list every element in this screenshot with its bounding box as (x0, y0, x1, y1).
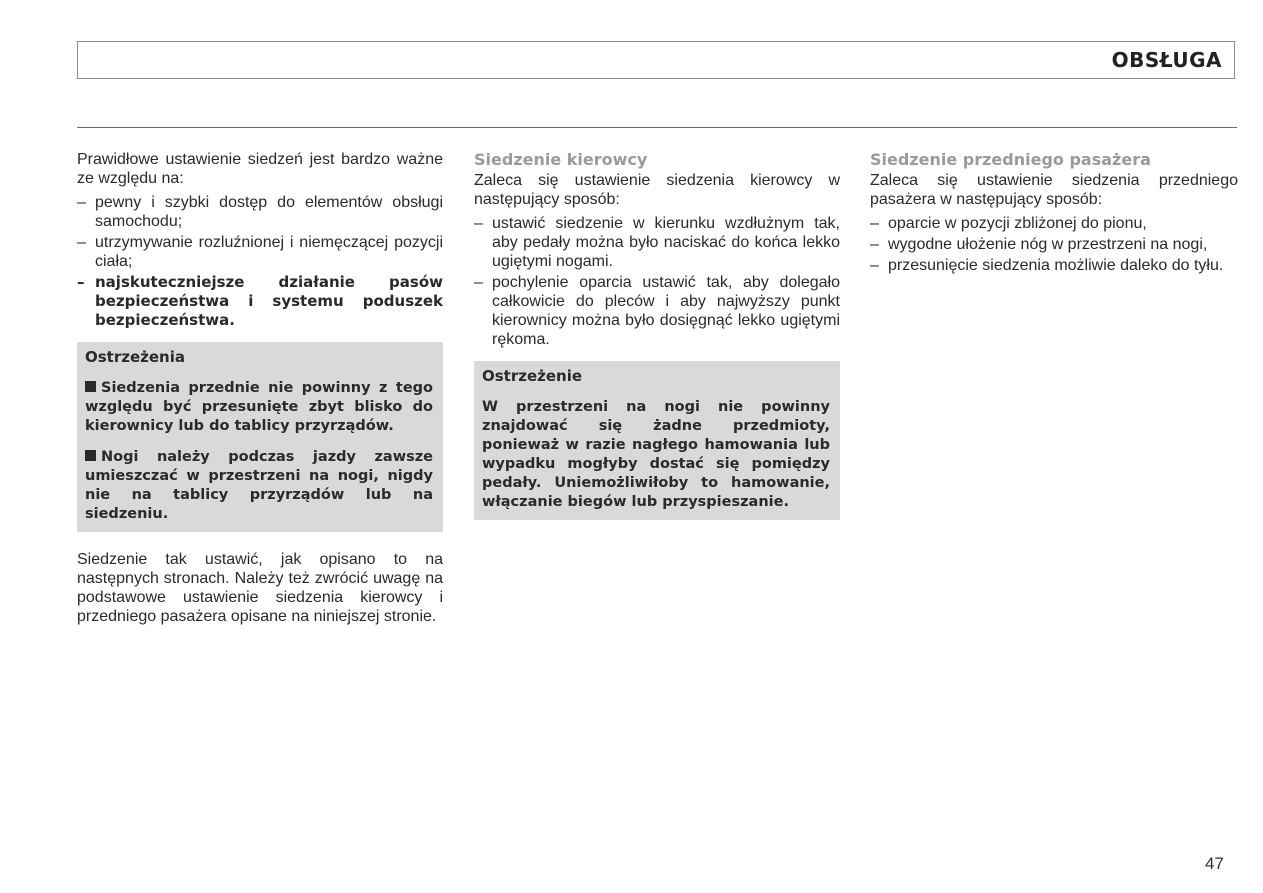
warning-text: Nogi należy podczas jazdy zawsze umieszczać w przestrzeni na nogi, nigdy nie na tablicy przyrządów lub na siedzeniu. (85, 449, 433, 522)
warning-title: Ostrzeżenie (482, 367, 583, 385)
section-title-passenger-seat: Siedzenie przedniego pasażera (870, 150, 1151, 169)
warning-box (77, 342, 443, 532)
list-item: – ustawić siedzenie w kierunku wzdłużnym tak, aby pedały można było naciskać do końca lekko ugiętymi nogami. (474, 214, 840, 271)
list-item: – oparcie w pozycji zbliżonej do pionu, (870, 214, 1238, 233)
list-item: – pochylenie oparcia ustawić tak, aby dolegało całkowicie do pleców i aby najwyższy punkt kierownicy można było dosięgnąć lekko ugiętymi rękoma. (474, 273, 840, 349)
page-number: 47 (1205, 854, 1224, 873)
list-item-bold: – najskuteczniejsze działanie pasów bezpieczeństwa i systemu poduszek bezpieczeństwa. (77, 273, 443, 330)
list-item: – pewny i szybki dostęp do elementów obsługi samochodu; (77, 193, 443, 231)
warning-paragraph (85, 448, 433, 524)
warning-box (474, 361, 840, 520)
column-2 (474, 150, 840, 520)
warning-title: Ostrzeżenia (85, 348, 185, 366)
list-item: – wygodne ułożenie nóg w przestrzeni na nogi, (870, 235, 1238, 254)
reasons-list (77, 193, 443, 330)
list-item: – utrzymywanie rozluźnionej i niemęczącej pozycji ciała; (77, 233, 443, 271)
column-1 (77, 150, 443, 626)
list-item: – przesunięcie siedzenia możliwie daleko do tyłu. (870, 256, 1238, 275)
passenger-seat-list (870, 214, 1238, 275)
intro-paragraph: Zaleca się ustawienie siedzenia przedniego pasażera w następujący sposób: (870, 172, 1238, 208)
driver-seat-list (474, 214, 840, 349)
intro-paragraph: Prawidłowe ustawienie siedzeń jest bardzo ważne ze względu na: (77, 151, 443, 187)
warning-paragraph (85, 379, 433, 436)
square-bullet-icon (85, 381, 96, 392)
column-3 (870, 150, 1238, 277)
square-bullet-icon (85, 450, 96, 461)
horizontal-rule (77, 127, 1237, 128)
warning-text: W przestrzeni na nogi nie powinny znajdować się żadne przedmioty, ponieważ w razie nagłego hamowania lub wypadku mogłyby dostać się pomiędzy pedały. Uniemożliwiłoby to hamowanie, włączanie biegów lub przyspieszanie. (482, 399, 830, 510)
outro-paragraph: Siedzenie tak ustawić, jak opisano to na następnych stronach. Należy też zwrócić uwagę na podstawowe ustawienie siedzenia kierowcy i przedniego pasażera opisane na niniejszej stronie. (77, 551, 443, 625)
section-header-title: OBSŁUGA (1111, 48, 1222, 72)
intro-paragraph: Zaleca się ustawienie siedzenia kierowcy w następujący sposób: (474, 172, 840, 208)
warning-text: Siedzenia przednie nie powinny z tego względu być przesunięte zbyt blisko do kierownicy lub do tablicy przyrządów. (85, 380, 433, 434)
section-title-driver-seat: Siedzenie kierowcy (474, 150, 648, 169)
header-box (77, 41, 1235, 79)
